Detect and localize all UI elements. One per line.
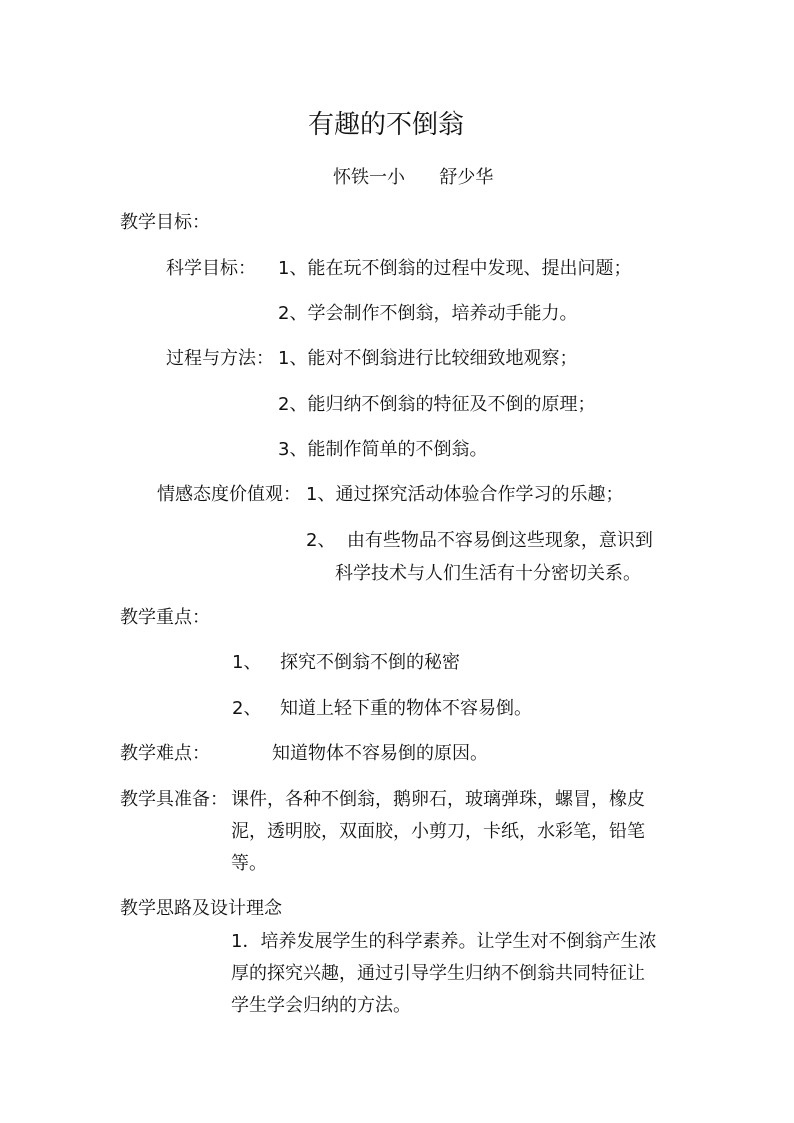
key-point-number: 2、: [232, 698, 262, 719]
design-line: 厚的探究兴趣，通过引导学生归纳不倒翁共同特征让: [231, 963, 645, 984]
process-method-label: 过程与方法：: [166, 348, 274, 369]
difficulty-text: 知道物体不容易倒的原因。: [272, 743, 488, 764]
science-objective-label: 科学目标：: [166, 258, 256, 279]
materials-heading: 教学具准备：: [120, 789, 228, 810]
design-heading: 教学思路及设计理念: [120, 898, 282, 919]
process-method-item: 1、能对不倒翁进行比较细致地观察；: [278, 348, 578, 369]
objectives-heading: 教学目标：: [120, 212, 210, 233]
emotion-value-item: 科学技术与人们生活有十分密切关系。: [335, 563, 641, 584]
emotion-value-item: 2、 由有些物品不容易倒这些现象，意识到: [306, 530, 653, 551]
design-line: 学生学会归纳的方法。: [231, 995, 411, 1016]
materials-line: 泥，透明胶，双面胶，小剪刀，卡纸，水彩笔，铅笔: [231, 821, 645, 842]
key-points-heading: 教学重点：: [120, 607, 210, 628]
key-point-number: 1、: [232, 652, 262, 673]
materials-line: 课件，各种不倒翁，鹅卵石，玻璃弹珠，螺冒，橡皮: [231, 789, 645, 810]
process-method-item: 3、能制作简单的不倒翁。: [278, 439, 488, 460]
science-objective-item: 1、能在玩不倒翁的过程中发现、提出问题；: [278, 258, 632, 279]
key-point-text: 知道上轻下重的物体不容易倒。: [280, 698, 532, 719]
author-line: 怀铁一小 舒少华: [333, 167, 494, 188]
key-point-text: 探究不倒翁不倒的秘密: [280, 652, 460, 673]
emotion-value-item: 1、通过探究活动体验合作学习的乐趣；: [306, 484, 624, 505]
materials-line: 等。: [231, 853, 267, 874]
process-method-item: 2、能归纳不倒翁的特征及不倒的原理；: [278, 394, 596, 415]
design-line: 1．培养发展学生的科学素养。让学生对不倒翁产生浓: [231, 931, 657, 952]
difficulty-heading: 教学难点：: [120, 743, 210, 764]
emotion-value-label: 情感态度价值观：: [157, 484, 301, 505]
science-objective-item: 2、学会制作不倒翁，培养动手能力。: [278, 303, 578, 324]
document-title: 有趣的不倒翁: [308, 110, 465, 140]
